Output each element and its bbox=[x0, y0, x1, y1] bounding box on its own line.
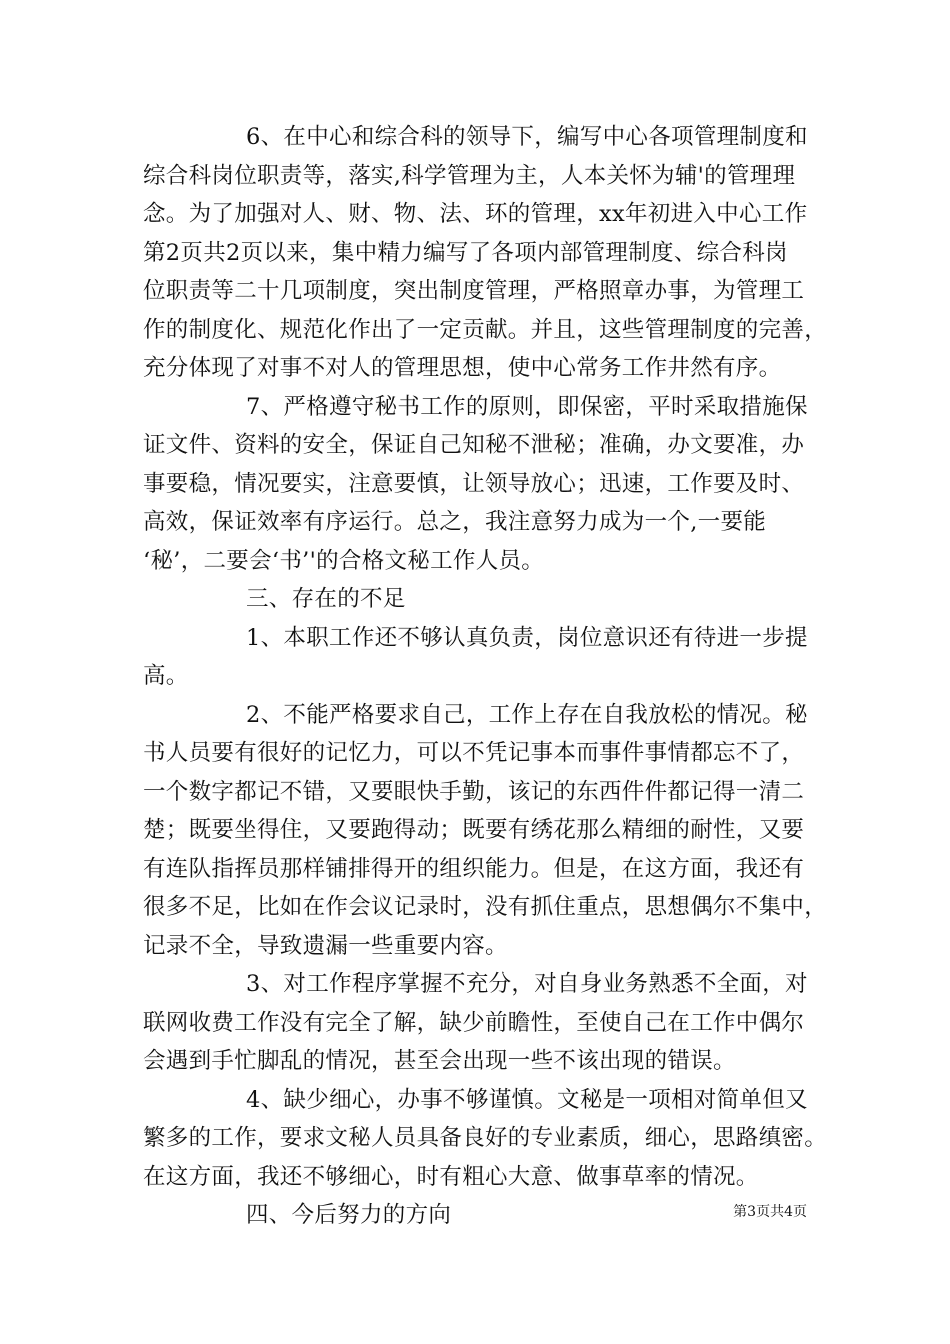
paragraph-line: 记录不全，导致遗漏一些重要内容。 bbox=[143, 932, 508, 959]
paragraph-line: 书人员要有很好的记忆力，可以不凭记事本而事件事情都忘不了， bbox=[143, 740, 805, 766]
paragraph-line: 一个数字都记不错，又要眼快手勤，该记的东西件件都记得一清二 bbox=[143, 778, 805, 805]
paragraph-line: 证文件、资料的安全，保证自己知秘不泄秘；准确，办文要准，办 bbox=[143, 432, 805, 458]
paragraph-line: 6、在中心和综合科的领导下，编写中心各项管理制度和 bbox=[246, 124, 808, 150]
paragraph-line: 念。为了加强对人、财、物、法、环的管理，xx年初进入中心工作 bbox=[143, 201, 808, 227]
paragraph-line: 1、本职工作还不够认真负责，岗位意识还有待进一步提 bbox=[246, 624, 808, 651]
paragraph-line: 作的制度化、规范化作出了一定贡献。并且，这些管理制度的完善， bbox=[143, 316, 828, 343]
paragraph-line: 事要稳，情况要实，注意要慎，让领导放心；迅速，工作要及时、 bbox=[143, 470, 805, 497]
paragraph-line: 充分体现了对事不对人的管理思想，使中心常务工作井然有序。 bbox=[143, 355, 782, 381]
paragraph-line: 综合科岗位职责等，落实,科学管理为主，人本关怀为辅'的管理理 bbox=[143, 162, 796, 189]
paragraph-line: 位职责等二十几项制度，突出制度管理，严格照章办事，为管理工 bbox=[143, 278, 805, 304]
paragraph-line: 会遇到手忙脚乱的情况，甚至会出现一些不该出现的错误。 bbox=[143, 1048, 736, 1074]
paragraph-line: 楚；既要坐得住，又要跑得动；既要有绣花那么精细的耐性，又要 bbox=[143, 817, 805, 843]
section-heading: 三、存在的不足 bbox=[246, 586, 406, 612]
paragraph-line: 高。 bbox=[143, 663, 189, 689]
paragraph-line: 很多不足，比如在作会议记录时，没有抓住重点，思想偶尔不集中， bbox=[143, 894, 828, 920]
paragraph-line: 联网收费工作没有完全了解，缺少前瞻性，至使自己在工作中偶尔 bbox=[143, 1009, 805, 1036]
paragraph-line: 繁多的工作，要求文秘人员具备良好的专业素质，细心，思路缜密。 bbox=[143, 1125, 828, 1151]
paragraph-line: 4、缺少细心，办事不够谨慎。文秘是一项相对简单但又 bbox=[246, 1086, 808, 1113]
paragraph-line: 3、对工作程序掌握不充分，对自身业务熟悉不全面，对 bbox=[246, 971, 808, 997]
paragraph-line: ‘秘’，二要会‘书’'的合格文秘工作人员。 bbox=[143, 547, 545, 574]
paragraph-line: 有连队指挥员那样铺排得开的组织能力。但是，在这方面，我还有 bbox=[143, 855, 805, 882]
paragraph-line: 第2页共2页以来，集中精力编写了各项内部管理制度、综合科岗 bbox=[143, 239, 788, 266]
paragraph-line: 高效，保证效率有序运行。总之，我注意努力成为一个,一要能 bbox=[143, 509, 767, 535]
paragraph-line: 在这方面，我还不够细心，时有粗心大意、做事草率的情况。 bbox=[143, 1163, 759, 1190]
section-heading: 四、今后努力的方向 bbox=[246, 1202, 452, 1228]
paragraph-line: 2、不能严格要求自己，工作上存在自我放松的情况。秘 bbox=[246, 701, 808, 728]
page-number-footer: 第3页共4页 bbox=[733, 1204, 807, 1220]
paragraph-line: 7、严格遵守秘书工作的原则，即保密，平时采取措施保 bbox=[246, 393, 808, 420]
